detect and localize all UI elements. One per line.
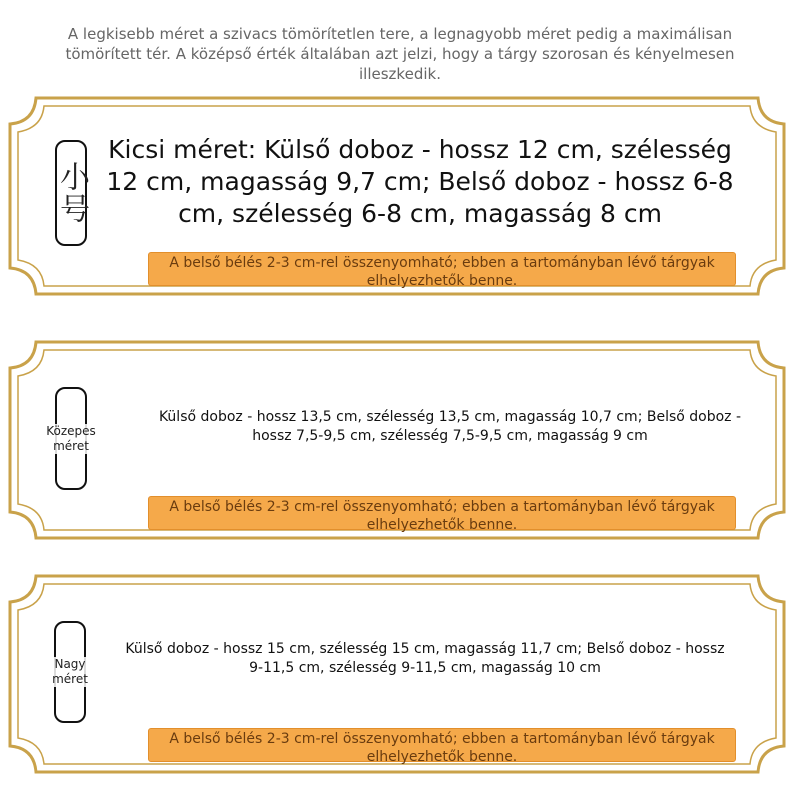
size-tag-medium <box>46 387 96 490</box>
size-tag-line1: Nagy <box>52 657 88 672</box>
size-tag-line2: méret <box>52 672 88 686</box>
size-description: Kicsi méret: Külső doboz - hossz 12 cm, szélesség 12 cm, magasság 9,7 cm; Belső doboz - hossz 6-8 cm, szélesség 6-8 cm, magasság 8 cm <box>106 135 734 228</box>
compression-note-banner: A belső bélés 2-3 cm-rel összenyomható; ebben a tartományban lévő tárgyak elhelyezhetők benne. <box>148 252 736 286</box>
size-tag-small: 小号 <box>55 140 87 246</box>
compression-note-banner: A belső bélés 2-3 cm-rel összenyomható; ebben a tartományban lévő tárgyak elhelyezhetők benne. <box>148 728 736 762</box>
size-description: Külső doboz - hossz 15 cm, szélesség 15 cm, magasság 11,7 cm; Belső doboz - hossz 9-11,5 cm, szélesség 9-11,5 cm, magasság 10 cm <box>125 641 725 676</box>
size-tag-large <box>54 621 86 723</box>
size-tag-line2: méret <box>46 439 96 454</box>
compression-note-banner: A belső bélés 2-3 cm-rel összenyomható; ebben a tartományban lévő tárgyak elhelyezhetők benne. <box>148 496 736 530</box>
size-card-large <box>8 574 786 774</box>
size-card-medium <box>8 340 786 540</box>
size-description: Külső doboz - hossz 13,5 cm, szélesség 13,5 cm, magasság 10,7 cm; Belső doboz - hossz 7,5-9,5 cm, szélesség 7,5-9,5 cm, magasság 9 cm <box>158 409 742 444</box>
size-card-small <box>8 96 786 296</box>
size-tag-line1: Közepes <box>46 423 96 438</box>
intro-text: A legkisebb méret a szivacs tömörítetlen tere, a legnagyobb méret pedig a maximálisan tömörített tér. A középső érték általában azt jelzi, hogy a tárgy szorosan és kényelmesen illeszkedik. <box>65 25 735 83</box>
